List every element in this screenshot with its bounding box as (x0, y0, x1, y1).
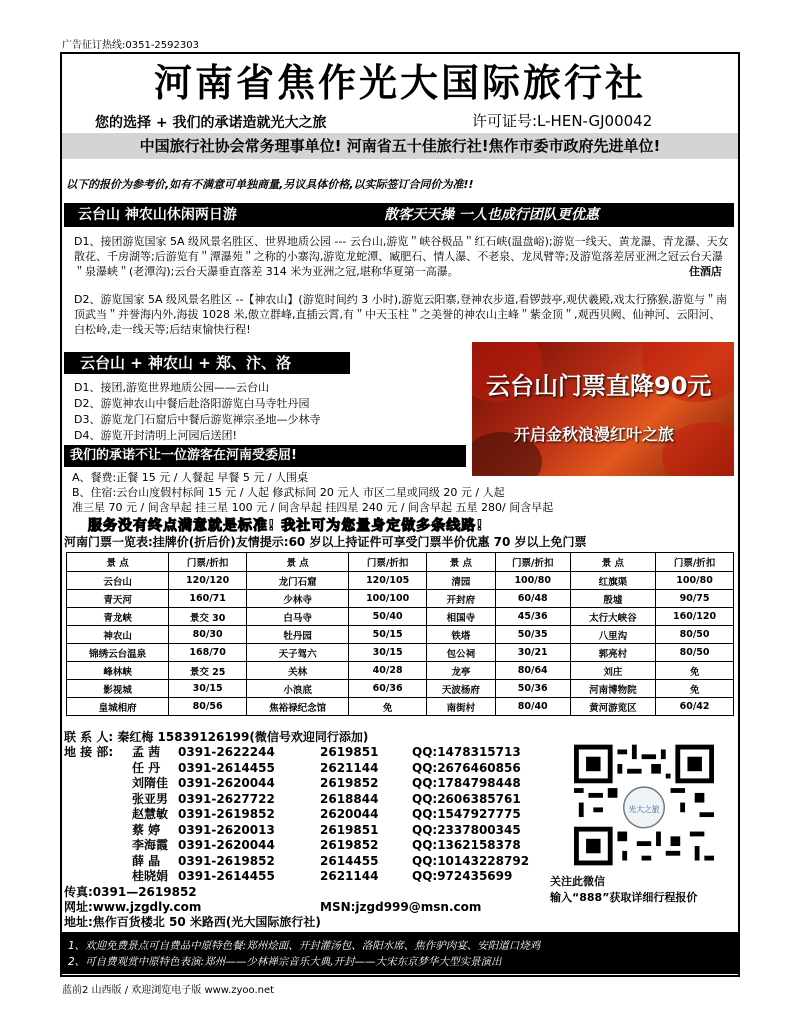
table-cell: 红旗渠 (570, 572, 656, 590)
contact-qq: QQ:1547927775 (412, 807, 521, 821)
bottom-line-2: 2、可自费观赏中原特色表演:郑州——少林禅宗音乐大典,开封——大宋东京梦华大型实景演出 (68, 956, 502, 968)
tour1-banner (64, 203, 734, 227)
table-cell: 免 (656, 662, 734, 680)
table-cell: 少林寺 (247, 590, 349, 608)
contact-tel: 2620044 (320, 807, 379, 821)
table-cell: 白马寺 (247, 608, 349, 626)
table-cell: 45/36 (495, 608, 570, 626)
table-header: 门票/折扣 (656, 553, 734, 572)
contact-name: 桂晓娟 (132, 869, 169, 883)
table-row (67, 626, 734, 644)
table-cell: 100/80 (495, 572, 570, 590)
license-number: 许可证号:L-HEN-GJ00042 (472, 112, 653, 130)
company-name: 河南省焦作光大国际旅行社 (153, 61, 646, 105)
tour2-day2: D2、游览神农山中餐后赴洛阳游览白马寺牡丹园 (74, 397, 310, 410)
table-cell: 皇城相府 (67, 698, 169, 716)
contact-phone: 0391-2620044 (178, 776, 275, 790)
wechat-follow: 关注此微信 (550, 875, 605, 888)
contact-name: 李海霞 (132, 838, 169, 852)
table-cell: 云台山 (67, 572, 169, 590)
contact-lead-label: 联 系 人: (64, 730, 114, 744)
website[interactable]: 网址:www.jzgdly.com (64, 900, 202, 914)
table-cell: 天波杨府 (427, 680, 496, 698)
table-cell: 80/50 (656, 626, 734, 644)
contact-phone: 0391-2619852 (178, 853, 275, 868)
table-cell: 清园 (427, 572, 496, 590)
company-slogan: 您的选择 + 我们的承诺造就光大之旅 (95, 115, 327, 131)
table-header: 门票/折扣 (495, 553, 570, 572)
promise-banner: 我们的承诺不让一位游客在河南受委屈! (64, 445, 466, 467)
contact-qq: QQ:1478315713 (412, 745, 521, 759)
table-cell: 80/50 (656, 644, 734, 662)
table-cell: 小浪底 (247, 680, 349, 698)
table-cell: 80/56 (169, 698, 247, 716)
ad-hotline: 广告征订热线:0351-2592303 (62, 40, 199, 51)
table-cell: 景交 25 (169, 662, 247, 680)
table-cell: 80/30 (169, 626, 247, 644)
tour2-day4: D4、游览开封清明上河园后送团! (74, 429, 237, 442)
table-cell: 关林 (247, 662, 349, 680)
contact-name: 孟 茜 (132, 745, 161, 759)
table-cell: 开封府 (427, 590, 496, 608)
table-cell: 160/120 (656, 608, 734, 626)
table-cell: 河南博物院 (570, 680, 656, 698)
address: 地址:焦作百货楼北 50 米路西(光大国际旅行社) (64, 915, 321, 929)
table-cell: 80/64 (495, 662, 570, 680)
contact-tel: 2619852 (320, 776, 379, 790)
table-cell: 八里沟 (570, 626, 656, 644)
office-label: 地 接 部: (64, 745, 114, 759)
service-slogan: 服务没有终点满意就是标准! 我社可为您量身定做多条线路! (88, 518, 484, 534)
table-cell: 免 (349, 698, 427, 716)
table-cell: 青天河 (67, 590, 169, 608)
memberships-banner: 中国旅行社协会常务理事单位! 河南省五十佳旅行社!焦作市委市政府先进单位! (62, 133, 738, 159)
table-cell: 影视城 (67, 680, 169, 698)
contact-name: 张亚男 (132, 791, 169, 806)
contact-qq: QQ:1362158378 (412, 838, 521, 852)
lodging-fee: B、住宿:云台山度假村标间 15 元 / 人起 修武标间 20 元人 市区二星或同级 20 元 / 人起 (72, 486, 505, 499)
table-cell: 160/71 (169, 590, 247, 608)
msn[interactable]: MSN:jzgd999@msn.com (320, 900, 482, 914)
contact-tel: 2619851 (320, 822, 379, 837)
table-cell: 龙亭 (427, 662, 496, 680)
tour2-banner: 云台山 + 神农山 + 郑、汴、洛 (64, 352, 350, 374)
table-row (67, 644, 734, 662)
table-cell: 峰林峡 (67, 662, 169, 680)
tour1-day1-stay: 住酒店 (689, 265, 722, 278)
table-cell: 景交 30 (169, 608, 247, 626)
table-row (67, 608, 734, 626)
meal-fee: A、餐费:正餐 15 元 / 人餐起 早餐 5 元 / 人围桌 (72, 471, 309, 484)
contact-tel: 2621144 (320, 760, 379, 775)
contact-qq: QQ:972435699 (412, 869, 513, 883)
table-cell: 黄河游览区 (570, 698, 656, 716)
contact-qq: QQ:1784798448 (412, 776, 521, 790)
wechat-hint: 输入“888”获取详细行程报价 (550, 891, 698, 904)
table-cell: 牡丹园 (247, 626, 349, 644)
ticket-table (66, 552, 734, 716)
ticket-heading: 河南门票一览表:挂牌价(折后价)友情提示:60 岁以上持证件可享受门票半价优惠 70 岁以上免门票 (64, 535, 587, 549)
table-cell: 青龙峡 (67, 608, 169, 626)
table-cell: 40/28 (349, 662, 427, 680)
hotel-fee: 准三星 70 元 / 间含早起 挂三星 100 元 / 间含早起 挂四星 240 元 / 间含早起 五星 280/ 间含早起 (72, 501, 554, 514)
table-cell: 南街村 (427, 698, 496, 716)
table-header-row (67, 553, 734, 572)
table-cell: 锦绣云台温泉 (67, 644, 169, 662)
promo-subline: 开启金秋浪漫红叶之旅 (514, 425, 675, 444)
contact-name: 赵慧敏 (132, 807, 169, 821)
promo-image (472, 342, 734, 476)
table-header: 门票/折扣 (349, 553, 427, 572)
qr-logo-text: 光大之旅 (628, 805, 660, 815)
contact-phone: 0391-2622244 (178, 745, 275, 759)
table-cell: 50/40 (349, 608, 427, 626)
fax: 传真:0391—2619852 (64, 885, 197, 899)
table-cell: 神农山 (67, 626, 169, 644)
table-cell: 刘庄 (570, 662, 656, 680)
contact-phone: 0391-2620044 (178, 838, 275, 852)
table-cell: 30/21 (495, 644, 570, 662)
table-cell: 殷墟 (570, 590, 656, 608)
contact-tel: 2621144 (320, 869, 379, 883)
contact-lead-value: 秦红梅 15839126199(微信号欢迎同行添加) (117, 730, 369, 744)
footer: 蓝前2 山西版 / 欢迎浏览电子版 www.zyoo.net (62, 985, 275, 996)
table-cell: 免 (656, 680, 734, 698)
contact-name: 蔡 婷 (132, 822, 161, 837)
contact-tel: 2618844 (320, 791, 379, 806)
tour2-day1: D1、接团,游览世界地质公园——云台山 (74, 381, 269, 394)
table-cell: 天子驾六 (247, 644, 349, 662)
table-cell: 60/48 (495, 590, 570, 608)
table-cell: 包公祠 (427, 644, 496, 662)
tour1-tagline: 散客天天操 一人也成行团队更优惠 (384, 207, 599, 223)
table-cell: 龙门石窟 (247, 572, 349, 590)
table-cell: 铁塔 (427, 626, 496, 644)
contact-tel: 2614455 (320, 853, 379, 868)
table-cell: 168/70 (169, 644, 247, 662)
table-cell: 50/35 (495, 626, 570, 644)
table-cell: 60/42 (656, 698, 734, 716)
tour1-name: 云台山 神农山休闲两日游 (78, 207, 237, 223)
contact-lead (64, 730, 368, 745)
contact-phone: 0391-2614455 (178, 869, 275, 883)
table-header: 门票/折扣 (169, 553, 247, 572)
table-row (67, 698, 734, 716)
wechat-qr-code[interactable] (574, 744, 714, 866)
table-cell: 60/36 (349, 680, 427, 698)
table-header: 景 点 (67, 553, 169, 572)
table-row (67, 572, 734, 590)
table-cell: 30/15 (169, 680, 247, 698)
table-header: 景 点 (427, 553, 496, 572)
table-cell: 50/36 (495, 680, 570, 698)
table-cell: 太行大峡谷 (570, 608, 656, 626)
tour1-day1-text: D1、接团游览国家 5A 级风景名胜区、世界地质公园 --- 云台山,游览＂峡谷极品＂红石峡(温盘峪);游览一线天、黄龙瀑、青龙瀑、天女散花、千房湖等;后游览有＂潭瀑苑＂之称的小寨沟,游览龙蛇潭、臧肥石、情人瀑、不老泉、龙凤臂等;及游览落差居亚洲之冠云台天瀑＂泉瀑峡＂(老潭沟);云台天瀑垂直落差 314 米为亚洲之冠,堪称华夏第一高瀑。 (74, 235, 729, 278)
table-cell: 90/75 (656, 590, 734, 608)
table-cell: 郭亮村 (570, 644, 656, 662)
table-row (67, 680, 734, 698)
table-row (67, 590, 734, 608)
contact-qq: QQ:10143228792 (412, 853, 530, 868)
price-note: 以下的报价为参考价,如有不满意可单独商量,另议具体价格,以实际签订合同价为准!! (66, 178, 474, 191)
contact-phone: 0391-2627722 (178, 791, 275, 806)
table-cell: 100/100 (349, 590, 427, 608)
contact-name: 薛 晶 (132, 853, 161, 868)
contact-name: 任 丹 (132, 760, 161, 775)
contact-qq: QQ:2606385761 (412, 791, 521, 806)
contact-qq: QQ:2676460856 (412, 760, 521, 775)
table-cell: 120/105 (349, 572, 427, 590)
table-header: 景 点 (247, 553, 349, 572)
contact-tel: 2619851 (320, 745, 379, 759)
table-cell: 100/80 (656, 572, 734, 590)
tour1-day1 (74, 234, 730, 279)
contact-tel: 2619852 (320, 838, 379, 852)
table-cell: 120/120 (169, 572, 247, 590)
tour1-day2: D2、游览国家 5A 级风景名胜区 --【神农山】(游览时间约 3 小时),游览云阳寨,登神农步道,看锣鼓亭,观伏羲殿,戏太行猕猴,游览与＂南顶武当＂并誉海内外,海拔 1028 米,傲立群峰,直插云霄,有＂中天玉柱＂之美誉的神农山主峰＂紫金顶＂,观西贝阙、仙神河、云阳河、白松岭,走一线天等;后结束愉快行程! (74, 293, 727, 336)
table-cell: 焦裕禄纪念馆 (247, 698, 349, 716)
tour2-day3: D3、游览龙门石窟后中餐后游览禅宗圣地—少林寺 (74, 413, 321, 426)
contact-phone: 0391-2619852 (178, 807, 275, 821)
contact-name: 刘隋佳 (132, 776, 169, 790)
promo-headline: 云台山门票直降90元 (486, 372, 712, 400)
contact-phone: 0391-2620013 (178, 822, 275, 837)
contact-qq: QQ:2337800345 (412, 822, 521, 837)
contact-phone: 0391-2614455 (178, 760, 275, 775)
table-cell: 50/15 (349, 626, 427, 644)
table-row (67, 662, 734, 680)
bottom-banner (62, 932, 738, 974)
table-cell: 80/40 (495, 698, 570, 716)
table-cell: 相国寺 (427, 608, 496, 626)
table-cell: 30/15 (349, 644, 427, 662)
bottom-line-1: 1、欢迎免费景点可自费品中原特色餐:郑州烩面、开封灌汤包、洛阳水席、焦作驴肉宴、安阳道口烧鸡 (68, 940, 541, 952)
table-header: 景 点 (570, 553, 656, 572)
